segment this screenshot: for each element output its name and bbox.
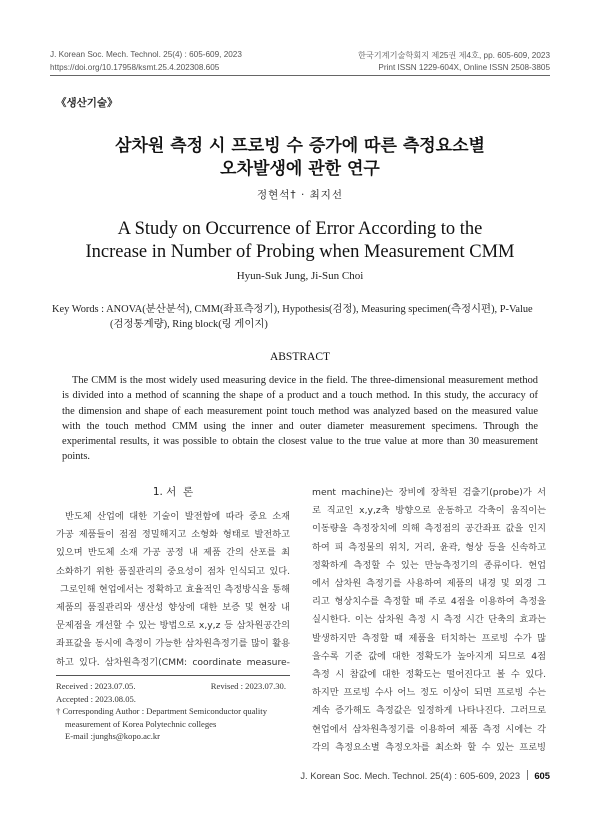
abstract-line: points. bbox=[62, 451, 91, 463]
title-en-line-2: Increase in Number of Probing when Measurement CMM bbox=[85, 242, 515, 262]
footer-divider bbox=[527, 770, 528, 780]
body-line: 하고 있다. 삼차원측정기(CMM: coordinate measure- bbox=[56, 656, 290, 668]
body-line: 을수록 기준 값에 대한 정확도가 높아지게 되므로 4점 bbox=[312, 650, 546, 662]
body-line: 로 직교인 x,y,z축 방향으로 운동하고 각축이 움직이는 bbox=[312, 505, 546, 517]
title-en-line-1: A Study on Occurrence of Error According to the bbox=[117, 219, 483, 239]
corresponding-author: † Corresponding Author : Department Semiconductor quality bbox=[56, 706, 267, 716]
body-line: 하여 피 측정물의 위치, 거리, 윤곽, 형상 등을 신속하고 bbox=[312, 541, 546, 553]
body-line: 가공 제품들이 점점 정밀해지고 소형화 형태로 발전하고 bbox=[56, 529, 290, 541]
body-line: 반도체 산업에 대한 기술이 발전함에 따라 중요 소재 bbox=[65, 511, 290, 522]
body-line: 실시한다. 이는 삼차원 측정 시 측정 시간 단축의 효과는 bbox=[312, 614, 546, 626]
title-ko-line-2: 오차발생에 관한 연구 bbox=[220, 159, 380, 179]
body-line: 있으며 반도체 소재 가공 공정 내 제품 간의 산포를 최 bbox=[56, 547, 290, 559]
body-line: 좌표값을 동시에 측정이 가능한 삼차원측정기를 많이 활용 bbox=[56, 638, 290, 650]
header-journal-en: J. Korean Soc. Mech. Technol. 25(4) : 605-609, 2023 bbox=[50, 50, 242, 59]
abstract-line: The CMM is the most widely used measuring device in the field. The three-dimensional measurement method bbox=[72, 375, 538, 386]
body-line: 소화하기 위한 품질관리의 중요성이 점차 인식되고 있다. bbox=[56, 565, 290, 577]
footnote bbox=[56, 680, 290, 743]
authors-en: Hyun-Suk Jung, Ji-Sun Choi bbox=[236, 270, 364, 282]
abstract-line: is divided into a method of scanning the shape of a product and a touch method. In this study, the accuracy of bbox=[62, 390, 538, 402]
header-journal-ko: 한국기계기술학회지 제25권 제4호, pp. 605-609, 2023 bbox=[357, 51, 550, 60]
abstract-heading: ABSTRACT bbox=[269, 351, 331, 363]
body-line: 정확하게 측정할 수 있는 만능측정기의 종류이다. 현업 bbox=[312, 559, 546, 571]
body-line: ment machine)는 장비에 장착된 검출기(probe)가 서 bbox=[312, 487, 546, 498]
keywords-line-1: ANOVA(분산분석), CMM(좌표측정기), Hypothesis(검정), Measuring specimen(측정시편), P-Value bbox=[106, 304, 533, 315]
keywords-line-2: (검정통계량), Ring block(링 게이지) bbox=[110, 319, 268, 330]
category-label: 《생산기술》 bbox=[56, 97, 118, 109]
authors-ko: 정현석† · 최지선 bbox=[256, 189, 344, 201]
body-line: 제품의 품질관리와 생산성 향상에 대한 보증 및 현장 내 bbox=[56, 602, 290, 614]
abstract-text bbox=[62, 373, 538, 465]
keywords-label: Key Words : bbox=[52, 304, 107, 315]
footnote-rule bbox=[56, 675, 290, 676]
section-1-heading: 1. 서 론 bbox=[152, 486, 194, 498]
body-line: 문제점을 개선할 수 있는 방법으로 x,y,z 등 삼차원공간의 bbox=[56, 620, 290, 632]
revised-date: Revised : 2023.07.30. bbox=[210, 681, 286, 691]
header-rule bbox=[50, 75, 550, 76]
abstract-line: the dimension and shape of each measurement point touch method was analyzed based on the measured value bbox=[62, 405, 538, 417]
body-line: 그로인해 현업에서는 정확하고 효율적인 측정방식을 통해 bbox=[60, 583, 290, 595]
abstract-line: experimental results, it was possible to obtain the closest value to the true value at more than 30 measurement bbox=[62, 436, 538, 448]
received-date: Received : 2023.07.05. bbox=[56, 681, 136, 691]
keywords bbox=[52, 302, 548, 332]
body-line: 에서 삼차원 측정기를 사용하여 제품의 내경 및 외경 그 bbox=[312, 578, 546, 590]
section-1-right-column bbox=[312, 484, 546, 757]
body-line: 발생하지만 측정할 때 제품을 터치하는 프로빙 수가 많 bbox=[312, 632, 546, 644]
body-line: 리고 형상치수를 측정할 때 주로 4점을 이용하여 측정을 bbox=[312, 596, 546, 608]
header-issn: Print ISSN 1229-604X, Online ISSN 2508-3805 bbox=[378, 63, 550, 72]
body-line: 이동량을 측정장치에 의해 측정점의 공간좌표 값을 인지 bbox=[312, 523, 546, 535]
header-doi[interactable]: https://doi.org/10.17958/ksmt.25.4.202308.605 bbox=[50, 63, 220, 72]
footer-journal: J. Korean Soc. Mech. Technol. 25(4) : 605-609, 2023 bbox=[300, 770, 521, 781]
section-1-left-column bbox=[56, 508, 290, 672]
title-ko-line-1: 삼차원 측정 시 프로빙 수 증가에 따른 측정요소별 bbox=[115, 136, 485, 156]
footer bbox=[300, 770, 550, 781]
corresponding-email[interactable]: E-mail :junghs@kopo.ac.kr bbox=[65, 731, 161, 741]
corresponding-affiliation: measurement of Korea Polytechnic colleges bbox=[65, 718, 217, 729]
page-number: 605 bbox=[534, 770, 550, 781]
body-line: 측정 시 참값에 대한 정확도는 떨어진다고 볼 수 있다. bbox=[312, 669, 546, 681]
body-line: 하지만 프로빙 수사 어느 정도 이상이 되면 프로빙 수는 bbox=[312, 687, 546, 699]
body-line: 계속 증가해도 측정값은 일정하게 나타나진다. 그러므로 bbox=[312, 705, 546, 717]
body-line: 각의 측정요소별 측정오차를 최소화 할 수 있는 프로빙 bbox=[312, 741, 546, 753]
body-line: 현업에서 삼차원측정기를 이용하여 제품 측정 시에는 각 bbox=[312, 723, 546, 735]
accepted-date: Accepted : 2023.08.05. bbox=[56, 693, 136, 704]
abstract-line: with the touch method CMM using the inner and outer diameter measurement specimens. Through the bbox=[62, 420, 538, 432]
